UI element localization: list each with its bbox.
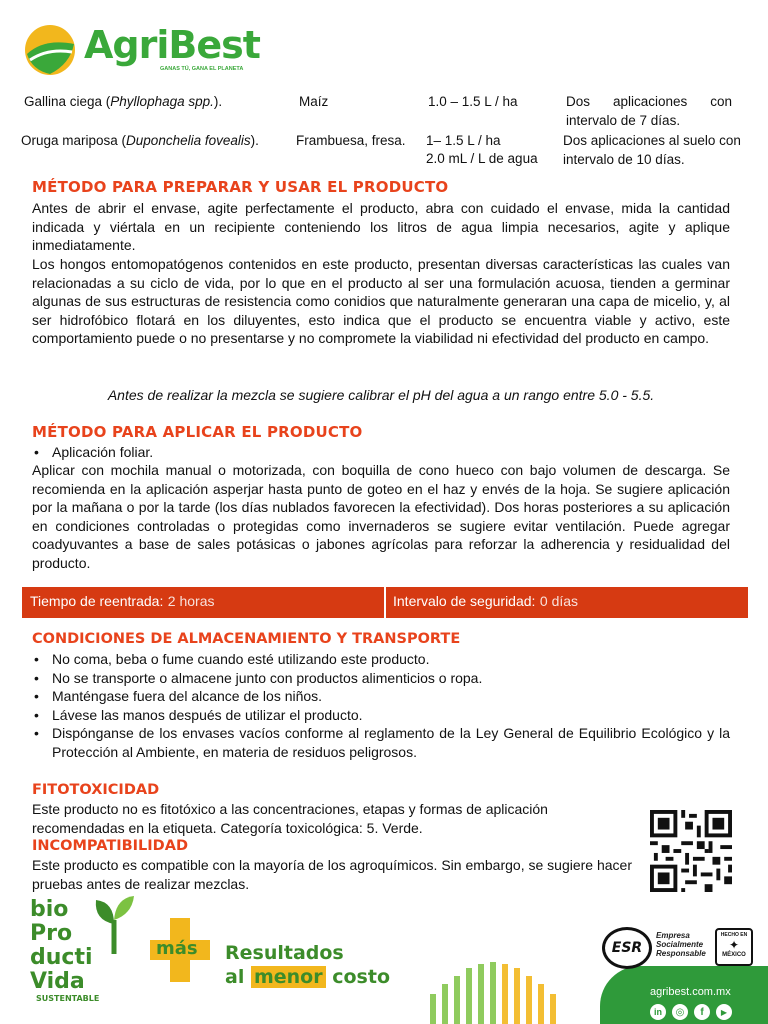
brand-name-agri: Agri (84, 23, 169, 67)
brand-tagline: GANAS TÚ, GANA EL PLANETA (160, 66, 244, 72)
incompat-text: Este producto es compatible con la mayoría de los agroquímicos. Sin embargo, se sugiere hacer pruebas antes de realizar mezclas. (32, 857, 632, 892)
phyto-title: FITOTOXICIDAD (32, 782, 160, 798)
sprout-icon (92, 894, 136, 954)
facebook-icon[interactable]: f (694, 1004, 710, 1020)
brand-name-best: Best (168, 23, 260, 67)
interval-cell: Dos aplicaciones al suelo con intervalo de 10 días. (563, 133, 741, 167)
slogan-costo: costo (332, 966, 390, 988)
pest-cell: Oruga mariposa (Duponchelia fovealis). (21, 133, 259, 148)
qr-code-icon[interactable] (650, 810, 732, 892)
safety-info (393, 593, 578, 611)
list-item: • No coma, beba o fume cuando esté utilizando este producto. (32, 650, 730, 669)
prep-title: MÉTODO PARA PREPARAR Y USAR EL PRODUCTO (32, 178, 449, 196)
bio-sub: SUSTENTABLE (36, 994, 100, 1003)
esr-circle: ESR (602, 927, 652, 969)
list-item: • Manténgase fuera del alcance de los niños. (32, 687, 730, 706)
interval-cell: Dos aplicaciones con intervalo de 7 días. (566, 94, 732, 128)
leaf-logo-icon (24, 24, 76, 76)
esr-text: Empresa Socialmente Responsable (656, 931, 706, 958)
esr-badge (602, 925, 722, 969)
eagle-icon: ✦ (728, 938, 740, 952)
storage-list (32, 650, 730, 762)
bar-divider (384, 587, 386, 618)
list-item: • Lávese las manos después de utilizar el producto. (32, 706, 730, 725)
dose-cell-2: 2.0 mL / L de agua (426, 151, 538, 166)
decor-stripes (420, 954, 600, 1024)
bio-line: Vida (30, 969, 85, 994)
mexico-top-text: HECHO EN (720, 932, 748, 938)
crop-cell: Maíz (299, 94, 329, 109)
website-link[interactable]: agribest.com.mx (650, 986, 731, 998)
mexico-text: MÉXICO (722, 952, 746, 958)
linkedin-icon[interactable]: in (650, 1004, 666, 1020)
apply-bullet-list (32, 443, 730, 462)
safety-value: 0 días (539, 593, 579, 609)
dose-cell: 1.0 – 1.5 L / ha (428, 94, 518, 109)
prep-paragraph-2: Los hongos entomopatógenos contenidos en este producto, presentan diversas características las cuales van relacionadas a su ciclo de vida, por lo que en el producto al ser una formulación acuosa, tienden a germinar algunas de sus estructuras de resistencia como conidios que naturalmente generaran una capa de micelio, y, al ser hidrofóbico flotará en los diluyentes, esto indica que el producto se encuentra viable y activo, este comportamiento puede o no presentarse y no compromete la viabilidad ni efectividad del producto en campo. (32, 256, 730, 347)
slogan-line2 (225, 966, 390, 988)
slogan-menor: menor (251, 966, 326, 988)
bio-line: Pro (30, 921, 73, 946)
slogan-block (150, 918, 410, 993)
apply-paragraph: Aplicar con mochila manual o motorizada, con boquilla de cono hueco con bajo volumen de descarga. Se recomienda en la aplicación asperjar hasta punto de goteo en el haz y envés de la hoja. Se sugiere aplicación por la mañana o por la tarde (los días nublados favorecen la efectividad). Dos horas posteriores a su aplicación en condiciones controladas o protegidas como invernaderos se sugiere evitar ventilación. Puede agregar coadyuvantes a base de sales potásicas o jabones agrícolas para reforzar la adherencia y residualidad del producto. (32, 462, 730, 571)
mas-label: más (156, 938, 198, 959)
intervals-bar (22, 587, 748, 618)
bio-line: bio (30, 897, 69, 922)
bioproductividad-logo (30, 898, 140, 1008)
hecho-en-mexico-badge (715, 928, 753, 966)
slogan-line1: Resultados (225, 942, 344, 964)
list-item: • Dispónganse de los envases vacíos conforme al reglamento de la Ley General de Equilibrio Ecológico y la Protección al Ambiente, en materia de residuos peligrosos. (32, 724, 730, 761)
incompat-title: INCOMPATIBILIDAD (32, 838, 188, 854)
reentry-value: 2 horas (167, 593, 215, 609)
dose-cell: 1– 1.5 L / ha (426, 133, 501, 148)
reentry-label: Tiempo de reentrada: (30, 593, 164, 609)
prep-paragraph-1: Antes de abrir el envase, agite perfectamente el producto, abra con cuidado el envase, mida la cantidad indicada y viértala en un recipiente conteniendo los litros de agua limpia necesarios, agite y aplique inmediatamente. (32, 200, 730, 254)
reentry-info (30, 593, 215, 611)
list-item: • Aplicación foliar. (32, 443, 730, 462)
pest-cell: Gallina ciega (Phyllophaga spp.). (24, 94, 223, 109)
table-row (21, 132, 751, 170)
youtube-icon[interactable]: ▶ (716, 1004, 732, 1020)
instagram-icon[interactable]: ◎ (672, 1004, 688, 1020)
prep-note: Antes de realizar la mezcla se sugiere calibrar el pH del agua a un rango entre 5.0 - 5.5. (107, 387, 655, 403)
table-row (24, 93, 744, 129)
phyto-text: Este producto no es fitotóxico a las concentraciones, etapas y formas de aplicación recomendadas en la etiqueta. Categoría toxicológica: 5. Verde. (32, 801, 548, 836)
agribest-logo (24, 22, 260, 78)
safety-label: Intervalo de seguridad: (393, 593, 536, 609)
list-item: • No se transporte o almacene junto con productos alimenticios o ropa. (32, 669, 730, 688)
apply-title: MÉTODO PARA APLICAR EL PRODUCTO (32, 423, 363, 441)
storage-title: CONDICIONES DE ALMACENAMIENTO Y TRANSPORTE (32, 631, 461, 647)
bio-line: ducti (30, 945, 93, 970)
slogan-al: al (225, 966, 245, 988)
crop-cell: Frambuesa, fresa. (296, 133, 406, 148)
social-links (650, 1004, 732, 1020)
